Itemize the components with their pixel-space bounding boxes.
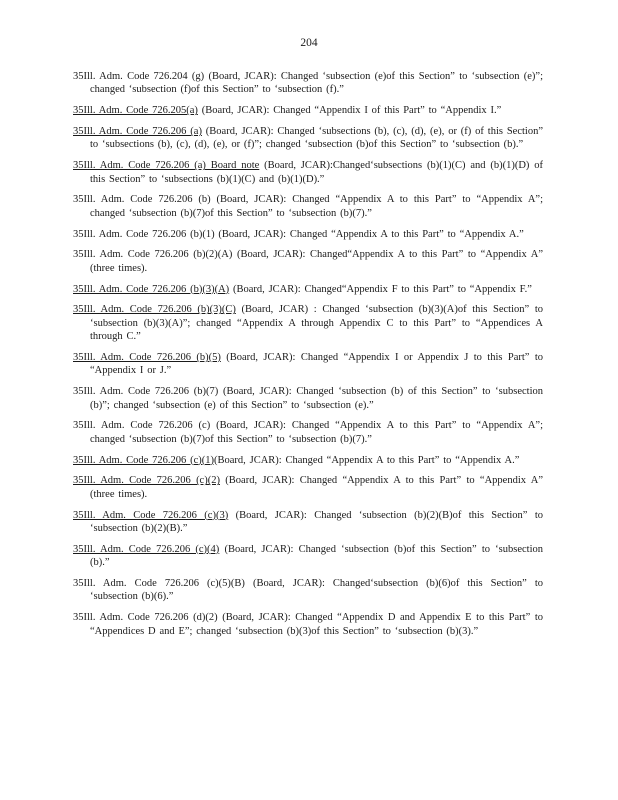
entry-citation: 35Ill. Adm. Code 726.206 (b)	[73, 194, 211, 206]
amendment-entry	[73, 351, 543, 378]
entry-text: (Board, JCAR): Changed ‘subsection (b)(2)(B)of this Section” to ‘subsection (b)(2)(B).”	[90, 509, 543, 535]
entry-text: (Board, JCAR): Changed“Appendix A to this Part” to “Appendix A” (three times).	[90, 249, 543, 274]
amendment-entry	[73, 611, 543, 638]
entry-text: (Board, JCAR): Changed ‘subsection (b) of this Section” to ‘subsection (b)”; changed ‘subsection (e) of this Section” to ‘subsection (e).”	[90, 386, 544, 411]
amendment-entry	[73, 419, 543, 446]
entry-text: (Board, JCAR): Changed “Appendix A to this Part” to “Appendix A.”	[214, 228, 524, 240]
amendment-entry	[73, 474, 543, 501]
entry-citation: 35Ill. Adm. Code 726.206 (b)(2)(A)	[73, 249, 233, 261]
entry-citation: 35Ill. Adm. Code 726.206 (c)	[73, 420, 211, 432]
amendment-entry	[73, 159, 543, 186]
amendment-list	[73, 70, 543, 645]
entry-citation: 35Ill. Adm. Code 726.206 (c)(2)	[73, 475, 220, 487]
amendment-entry	[73, 385, 543, 412]
entry-text: (Board, JCAR): Changed “Appendix I of this Part” to “Appendix I.”	[197, 105, 502, 117]
entry-citation: 35Ill. Adm. Code 726.206 (c)(1)	[73, 454, 214, 466]
page-number: 204	[300, 37, 318, 49]
entry-text: (Board, JCAR): Changed “Appendix A to this Part” to “Appendix A”; changed ‘subsection (b)(7)of this Section” to ‘subsection (b)(7).”	[90, 194, 544, 219]
amendment-entry	[73, 125, 543, 152]
entry-text: (Board, JCAR): Changed ‘subsection (e)of this Section” to ‘subsection (e)”; changed ‘subsection (f)of this Section” to ‘subsection (f).”	[90, 71, 544, 96]
entry-text: (Board, JCAR): Changed “Appendix A to this Part” to “Appendix A.”	[214, 454, 520, 466]
amendment-entry	[73, 228, 543, 241]
entry-text: (Board, JCAR): Changed “Appendix D and Appendix E to this Part” to “Appendices D and E”; changed ‘subsection (b)(3)of this Section” to ‘subsection (b)(3).”	[90, 612, 543, 637]
entry-text: (Board, JCAR) : Changed ‘subsection (b)(3)(A)of this Section” to ‘subsection (b)(3)(A)”; changed “Appendix A through Appendix C to this Part” to “Appendices A through C.”	[90, 304, 543, 343]
entry-citation: 35Ill. Adm. Code 726.204 (g)	[73, 71, 205, 82]
amendment-entry	[73, 509, 543, 536]
entry-text: (Board, JCAR): Changed ‘subsections (b), (c), (d), (e), or (f) of this Section” to ‘subsections (b), (c), (d), (e), or (f)”; changed ‘subsection (b)of this Section” to ‘subsection (b).”	[90, 126, 543, 151]
entry-text: (Board, JCAR):Changed‘subsections (b)(1)(C) and (b)(1)(D) of this Section” to ‘subsections (b)(1)(C) and (b)(1)(D).”	[90, 160, 543, 185]
entry-citation: 35Ill. Adm. Code 726.206 (b)(7)	[73, 386, 219, 398]
entry-citation: 35Ill. Adm. Code 726.206 (b)(1)	[73, 228, 215, 240]
entry-citation: 35Ill. Adm. Code 726.206 (a)	[73, 126, 202, 137]
entry-citation: 35Ill. Adm. Code 726.206 (c)(4)	[73, 543, 220, 555]
amendment-entry	[73, 283, 543, 296]
entry-citation: 35Ill. Adm. Code 726.206 (d)(2)	[73, 612, 218, 624]
amendment-entry	[73, 70, 543, 97]
entry-citation: 35Ill. Adm. Code 726.205(a)	[73, 105, 198, 117]
amendment-entry	[73, 193, 543, 220]
amendment-entry	[73, 577, 543, 604]
entry-text: (Board, JCAR): Changed“Appendix F to this Part” to “Appendix F.”	[229, 283, 532, 295]
amendment-entry	[73, 104, 543, 117]
entry-text: (Board, JCAR): Changed “Appendix A to this Part” to “Appendix A” (three times).	[90, 475, 543, 500]
entry-text: (Board, JCAR): Changed “Appendix I or Appendix J to this Part” to “Appendix I or J.”	[90, 352, 543, 377]
entry-text: (Board, JCAR): Changed “Appendix A to this Part” to “Appendix A”; changed ‘subsection (b)(7)of this Section” to ‘subsection (b)(7).”	[90, 420, 543, 445]
entry-citation: 35Ill. Adm. Code 726.206 (a) Board note	[73, 160, 260, 172]
entry-citation: 35Ill. Adm. Code 726.206 (c)(3)	[73, 509, 229, 521]
amendment-entry	[73, 454, 543, 467]
entry-citation: 35Ill. Adm. Code 726.206 (b)(3)(C)	[73, 304, 236, 316]
amendment-entry	[73, 303, 543, 343]
entry-citation: 35Ill. Adm. Code 726.206 (c)(5)(B)	[73, 578, 245, 590]
entry-text: (Board, JCAR): Changed ‘subsection (b)of this Section” to ‘subsection (b).”	[90, 543, 543, 569]
amendment-entry	[73, 248, 543, 275]
entry-citation: 35Ill. Adm. Code 726.206 (b)(3)(A)	[73, 283, 230, 295]
amendment-entry	[73, 543, 543, 570]
entry-text: (Board, JCAR): Changed‘subsection (b)(6)of this Section” to ‘subsection (b)(6).”	[90, 578, 543, 603]
entry-citation: 35Ill. Adm. Code 726.206 (b)(5)	[73, 352, 221, 364]
